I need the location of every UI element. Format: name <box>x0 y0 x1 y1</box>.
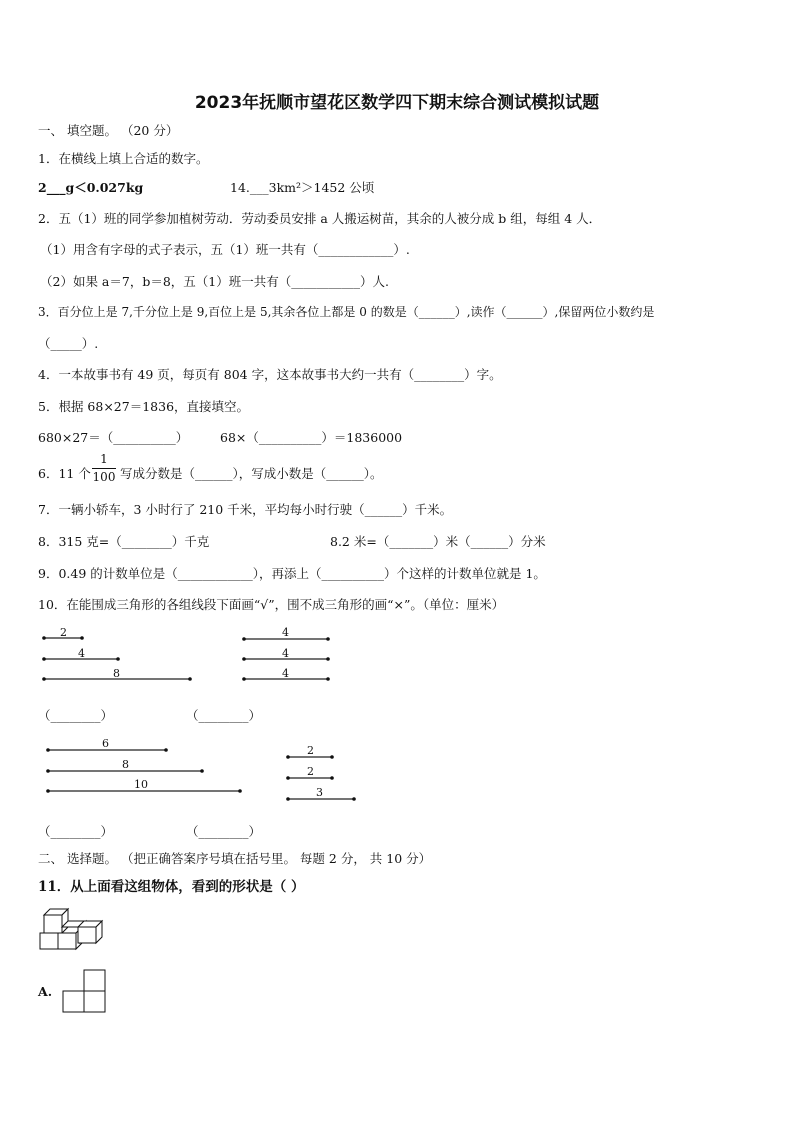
segment-endpoint <box>242 677 246 681</box>
segment-length-label: 3 <box>316 786 323 799</box>
q2-part1: （1）用含有字母的式子表示，五（1）班一共有（____________）. <box>40 242 410 257</box>
grid-square <box>84 991 105 1012</box>
segment-length-label: 4 <box>78 647 85 660</box>
q11-option-a-shape <box>62 968 108 1014</box>
q11-option-a-label: A. <box>38 984 53 999</box>
segment-endpoint <box>164 748 168 752</box>
q1-text: 1．在横线上填上合适的数字。 <box>38 151 209 166</box>
segment-endpoint <box>326 657 330 661</box>
q5-blank-b: 68×（__________）＝1836000 <box>220 430 403 445</box>
q3-line2: （_____）. <box>38 336 99 351</box>
q7-text: 7．一辆小轿车，3 小时行了 210 千米，平均每小时行驶（______）千米。 <box>38 502 453 517</box>
segment-endpoint <box>326 677 330 681</box>
segment-length-label: 2 <box>60 626 67 639</box>
q10-segments-group-1 <box>38 622 198 684</box>
q1-blank-b: 14.___3km²＞1452 公顷 <box>230 180 375 195</box>
segment-endpoint <box>46 748 50 752</box>
segment-endpoint <box>116 657 120 661</box>
segment-length-label: 4 <box>282 626 289 639</box>
segment-endpoint <box>286 797 290 801</box>
segment-endpoint <box>326 637 330 641</box>
cube-face <box>44 915 62 933</box>
q6-fraction <box>92 452 116 485</box>
q2-part2: （2）如果 a＝7，b＝8，五（1）班一共有（___________）人. <box>40 274 389 289</box>
section-2-header: 二、 选择题。 （把正确答案序号填在括号里。 每题 2 分， 共 10 分） <box>38 851 432 866</box>
segment-length-label: 2 <box>307 765 314 778</box>
segment-length-label: 8 <box>113 667 120 680</box>
segment-endpoint <box>330 755 334 759</box>
q1-blank-a: 2___g＜0.027kg <box>38 180 144 195</box>
segment-length-label: 4 <box>282 667 289 680</box>
q4-text: 4．一本故事书有 49 页，每页有 804 字，这本故事书大约一共有（________）字。 <box>38 367 502 382</box>
segment-length-label: 4 <box>282 647 289 660</box>
q10-segments-group-2 <box>238 622 338 684</box>
segment-endpoint <box>242 637 246 641</box>
q6-fraction-denominator: 100 <box>92 470 116 484</box>
cube-face <box>78 927 96 943</box>
q10-segments-group-3 <box>40 734 250 796</box>
q6-prefix: 6．11 个 <box>38 466 91 481</box>
segment-length-label: 6 <box>102 737 109 750</box>
segment-endpoint <box>80 636 84 640</box>
segment-endpoint <box>42 677 46 681</box>
q2-text: 2．五（1）班的同学参加植树劳动．劳动委员安排 a 人搬运树苗，其余的人被分成 b 组，每组 4 人． <box>38 211 602 226</box>
segment-endpoint <box>352 797 356 801</box>
q5-blank-a: 680×27＝（__________） <box>38 430 189 445</box>
segment-endpoint <box>42 657 46 661</box>
q11-text: 11．从上面看这组物体，看到的形状是（ ） <box>38 879 305 895</box>
segment-length-label: 10 <box>134 778 148 791</box>
q10-answer-2: （________） <box>186 708 262 723</box>
q8-blank-a: 8．315 克=（________）千克 <box>38 534 210 549</box>
grid-square <box>63 991 84 1012</box>
segment-endpoint <box>286 755 290 759</box>
q6-fraction-bar <box>92 468 116 469</box>
segment-endpoint <box>46 769 50 773</box>
q10-answer-1: （________） <box>38 708 114 723</box>
segment-endpoint <box>238 789 242 793</box>
grid-square <box>84 970 105 991</box>
segment-length-label: 8 <box>122 758 129 771</box>
segment-endpoint <box>42 636 46 640</box>
q3-line1: 3．百分位上是 7,千分位上是 9,百位上是 5,其余各位上都是 0 的数是（______）,读作（______）,保留两位小数约是 <box>38 305 655 319</box>
q9-text: 9．0.49 的计数单位是（____________），再添上（__________）个这样的计数单位就是 1。 <box>38 566 546 581</box>
section-1-header: 一、 填空题。 （20 分） <box>38 123 179 138</box>
q10-segments-group-4 <box>282 740 362 802</box>
page-title: 2023年抚顺市望花区数学四下期末综合测试模拟试题 <box>194 93 600 113</box>
segment-endpoint <box>286 776 290 780</box>
q8-blank-b: 8.2 米=（_______）米（______）分米 <box>330 534 546 549</box>
q5-text: 5．根据 68×27＝1836，直接填空。 <box>38 399 250 414</box>
cube-stack-figure <box>38 905 104 951</box>
segment-length-label: 2 <box>307 744 314 757</box>
q6-suffix: 写成分数是（______），写成小数是（______）。 <box>120 466 383 481</box>
segment-endpoint <box>200 769 204 773</box>
q10-answer-4: （________） <box>186 824 262 839</box>
cube-face <box>58 933 76 949</box>
q10-answer-3: （________） <box>38 824 114 839</box>
q6-fraction-numerator: 1 <box>100 452 108 466</box>
cube-face <box>40 933 58 949</box>
segment-endpoint <box>330 776 334 780</box>
q10-text: 10．在能围成三角形的各组线段下面画“√”，围不成三角形的画“×”。（单位：厘米） <box>38 597 505 612</box>
segment-endpoint <box>46 789 50 793</box>
segment-endpoint <box>242 657 246 661</box>
segment-endpoint <box>188 677 192 681</box>
